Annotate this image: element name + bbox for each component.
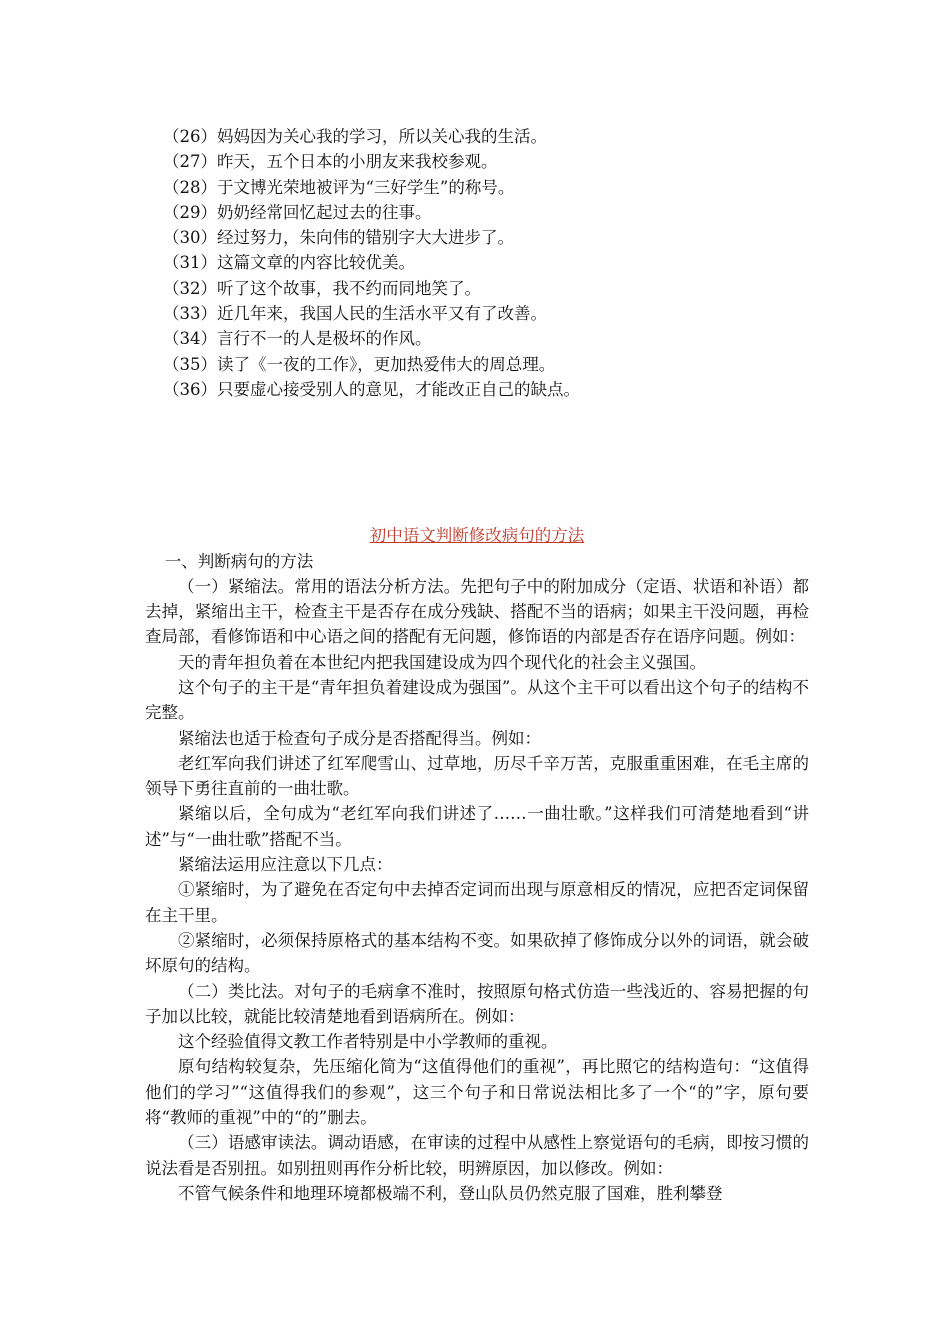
list-item: （32）听了这个故事，我不约而同地笑了。 <box>163 278 481 298</box>
paragraph: （二）类比法。对句子的毛病拿不准时，按照原句格式仿造一些浅近的、容易把握的句子加以比较，就能比较清楚地看到语病所在。例如： <box>145 981 809 1026</box>
paragraph: 天的青年担负着在本世纪内把我国建设成为四个现代化的社会主义强国。 <box>178 652 706 672</box>
list-item: （30）经过努力，朱向伟的错别字大大进步了。 <box>163 228 514 248</box>
paragraph: （一）紧缩法。常用的语法分析方法。先把句子中的附加成分（定语、状语和补语）都去掉，紧缩出主干，检查主干是否存在成分残缺、搭配不当的语病；如果主干没问题，再检查局部，看修饰语和中心语之间的搭配有无问题，修饰语的内部是否存在语序问题。例如： <box>145 576 809 647</box>
paragraph: 紧缩法运用应注意以下几点： <box>178 855 393 875</box>
list-item: （36）只要虚心接受别人的意见，才能改正自己的缺点。 <box>163 379 580 399</box>
list-item: （34）言行不一的人是极坏的作风。 <box>163 329 432 349</box>
paragraph: 老红军向我们讲述了红军爬雪山、过草地，历尽千辛万苦，克服重重困难，在毛主席的领导下勇往直前的一曲壮歌。 <box>145 753 809 799</box>
article <box>145 523 809 1206</box>
list-item: （26）妈妈因为关心我的学习，所以关心我的生活。 <box>163 127 547 146</box>
article-title: 初中语文判断修改病句的方法 <box>369 526 585 545</box>
paragraph: 紧缩法也适于检查句子成分是否搭配得当。例如： <box>178 728 541 748</box>
list-item: （33）近几年来，我国人民的生活水平又有了改善。 <box>163 304 547 324</box>
list-item: （31）这篇文章的内容比较优美。 <box>163 253 415 273</box>
paragraph: ②紧缩时，必须保持原格式的基本结构不变。如果砍掉了修饰成分以外的词语，就会破坏原句的结构。 <box>145 930 809 976</box>
paragraph: （三）语感审读法。调动语感，在审读的过程中从感性上察觉语句的毛病，即按习惯的说法看是否别扭。如别扭则再作分析比较，明辨原因，加以修改。例如： <box>145 1133 809 1178</box>
list-item: （29）奶奶经常回忆起过去的往事。 <box>163 202 432 222</box>
list-item: （35）读了《一夜的工作》，更加热爱伟大的周总理。 <box>163 354 556 374</box>
sentence-list <box>163 124 823 402</box>
paragraph: ①紧缩时，为了避免在否定句中去掉否定词而出现与原意相反的情况，应把否定词保留在主干里。 <box>145 880 809 925</box>
paragraph: 这个经验值得文教工作者特别是中小学教师的重视。 <box>178 1032 558 1052</box>
paragraph: 原句结构较复杂，先压缩化简为“这值得他们的重视”，再比照它的结构造句：“这值得他们的学习”“这值得我们的参观”，这三个句子和日常说法相比多了一个“的”字，原句要将“教师的重视”中的“的”删去。 <box>145 1057 809 1128</box>
paragraph: 紧缩以后，全句成为“老红军向我们讲述了……一曲壮歌。”这样我们可清楚地看到“讲述”与“一曲壮歌”搭配不当。 <box>145 804 809 849</box>
paragraph: 不管气候条件和地理环境都极端不利，登山队员仍然克服了国难，胜利攀登 <box>178 1183 723 1203</box>
list-item: （28）于文博光荣地被评为“三好学生”的称号。 <box>163 177 515 197</box>
section-heading: 一、判断病句的方法 <box>164 551 314 571</box>
paragraph: 这个句子的主干是“青年担负着建设成为强国”。从这个主干可以看出这个句子的结构不完整。 <box>145 677 809 723</box>
list-item: （27）昨天，五个日本的小朋友来我校参观。 <box>163 152 498 172</box>
